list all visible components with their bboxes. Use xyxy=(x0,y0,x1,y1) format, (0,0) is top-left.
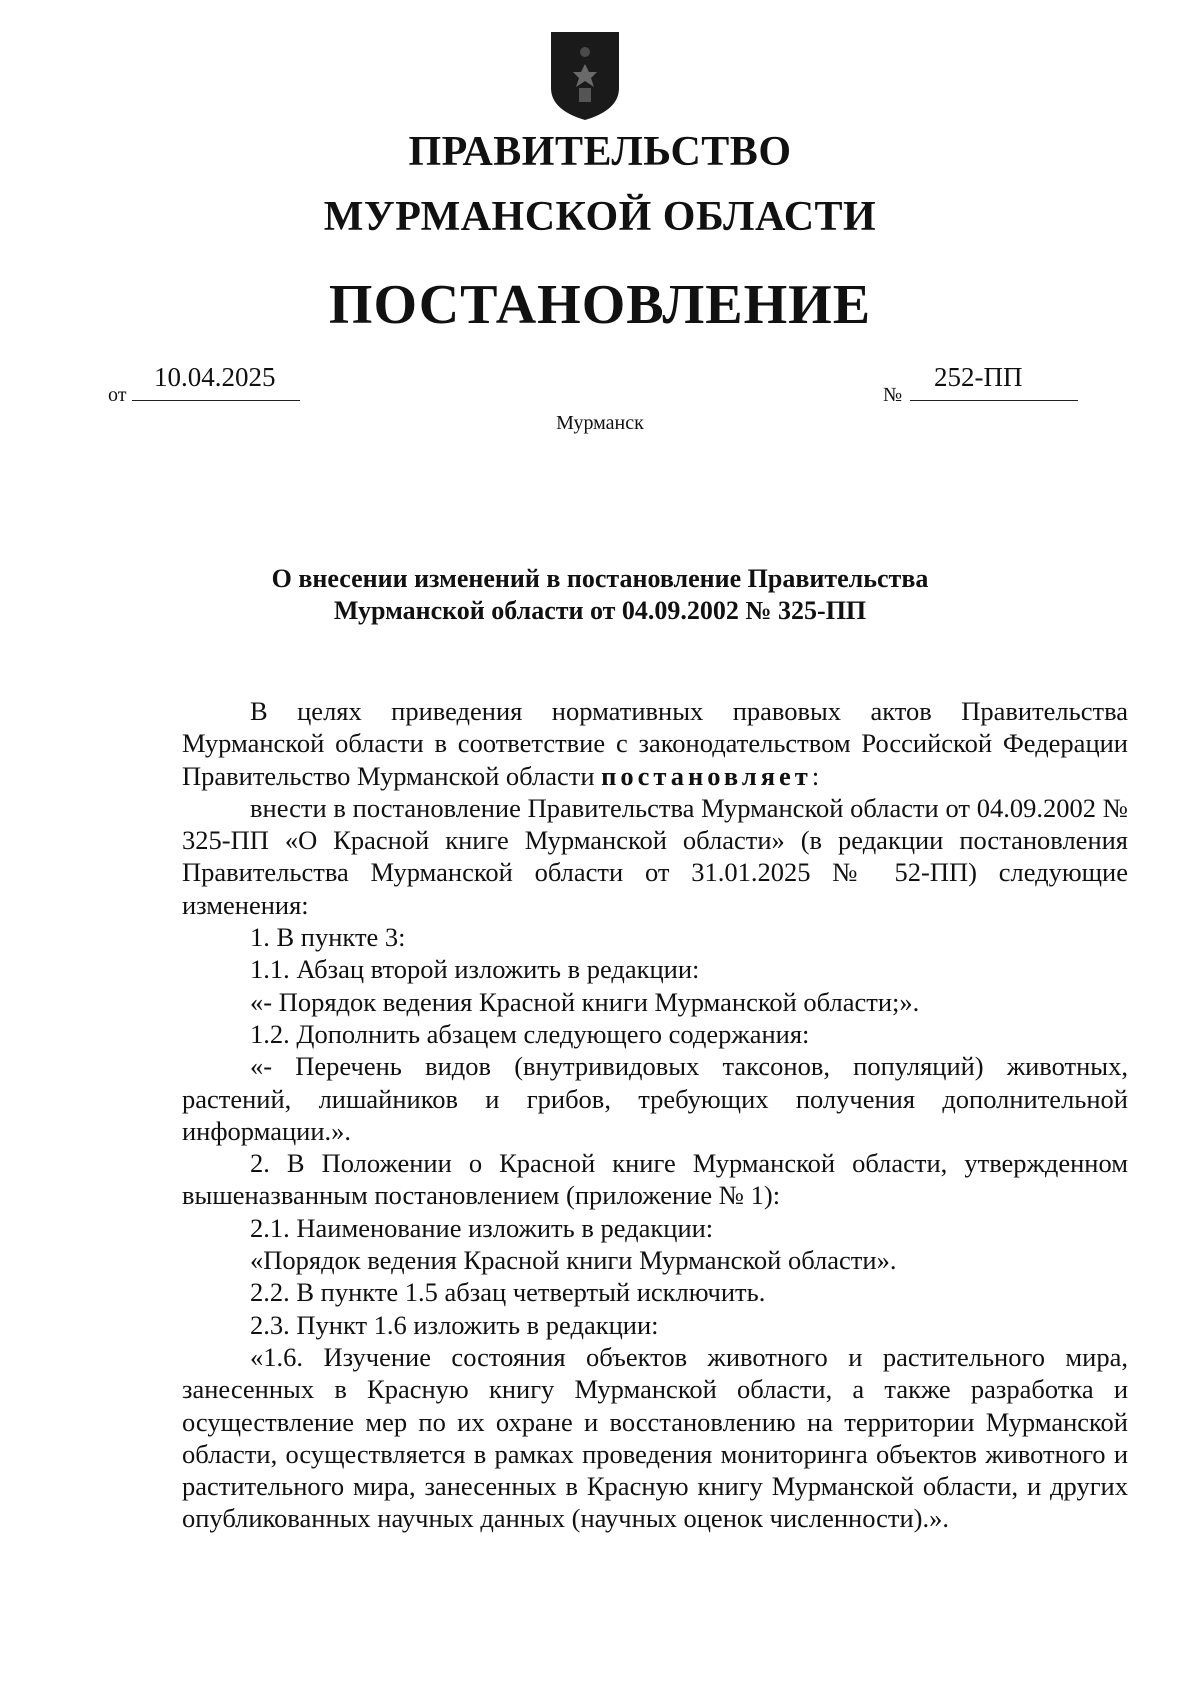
paragraph-item-2-2: 2.2. В пункте 1.5 абзац четвертый исключить. xyxy=(250,1277,766,1308)
paragraph-item-2-3-text: «1.6. Изучение состояния объектов животного и растительного мира, занесенных в Красную книгу Мурманской области, а также разработка и осуществление мер по их охране и восстановлению на территории Мурманской области, осуществляется в рамках проведения мониторинга объектов животного и растительного мира, занесенных в Красную книгу Мурманской области, и других опубликованных научных данных (научных оценок численности).». xyxy=(182,1341,1128,1534)
paragraph-item-2-1: 2.1. Наименование изложить в редакции: xyxy=(250,1212,714,1243)
document-title xyxy=(150,563,1050,627)
document-title-line1: О внесении изменений в постановление Правительства xyxy=(271,564,929,593)
date-field xyxy=(132,362,300,401)
number-field xyxy=(910,362,1078,401)
paragraph-item-1-1: 1.1. Абзац второй изложить в редакции: xyxy=(250,954,700,985)
number-value: 252-ПП xyxy=(934,362,1023,392)
decree-word: постановляет xyxy=(601,760,812,791)
document-body xyxy=(182,695,1128,1535)
preamble-text: В целях приведения нормативных правовых актов Правительства Мурманской области в соответствие с законодательством Российской Федерации Правительство Мурманской области xyxy=(182,696,1128,791)
paragraph-item-1-2-text: «- Перечень видов (внутривидовых таксонов, популяций) животных, растений, лишайников и грибов, требующих получения дополнительной информации.». xyxy=(182,1051,1128,1146)
paragraph-item-1-2: 1.2. Дополнить абзацем следующего содержания: xyxy=(250,1018,810,1049)
decree-colon: : xyxy=(811,760,820,791)
number-label: № xyxy=(883,384,903,406)
date-label: от xyxy=(108,384,127,406)
paragraph-item-2-3: 2.3. Пункт 1.6 изложить в редакции: xyxy=(250,1309,659,1340)
organization-name-line1: ПРАВИТЕЛЬСТВО xyxy=(408,129,792,175)
paragraph-item-1-1-text: «- Порядок ведения Красной книги Мурманской области;». xyxy=(250,986,920,1017)
document-type: ПОСТАНОВЛЕНИЕ xyxy=(328,274,872,336)
organization-name-line2: МУРМАНСКОЙ ОБЛАСТИ xyxy=(323,194,877,240)
date-value: 10.04.2025 xyxy=(154,362,276,392)
paragraph-item-2: 2. В Положении о Красной книге Мурманской области, утвержденном вышеназванным постановлением (приложение № 1): xyxy=(182,1148,1128,1211)
city-name: Мурманск xyxy=(556,412,644,434)
coat-of-arms-icon xyxy=(549,30,621,122)
paragraph-amend-intro: внести в постановление Правительства Мурманской области от 04.09.2002 № 325-ПП «О Красной книге Мурманской области» (в редакции постановления Правительства Мурманской области от 31.01.2025 № 52-ПП) следующие изменения: xyxy=(182,792,1128,920)
document-title-line2: Мурманской области от 04.09.2002 № 325-ПП xyxy=(333,596,867,625)
paragraph-item-1: 1. В пункте 3: xyxy=(250,922,406,953)
paragraph-item-2-1-text: «Порядок ведения Красной книги Мурманской области». xyxy=(250,1245,897,1276)
preamble-paragraph xyxy=(182,695,1128,792)
